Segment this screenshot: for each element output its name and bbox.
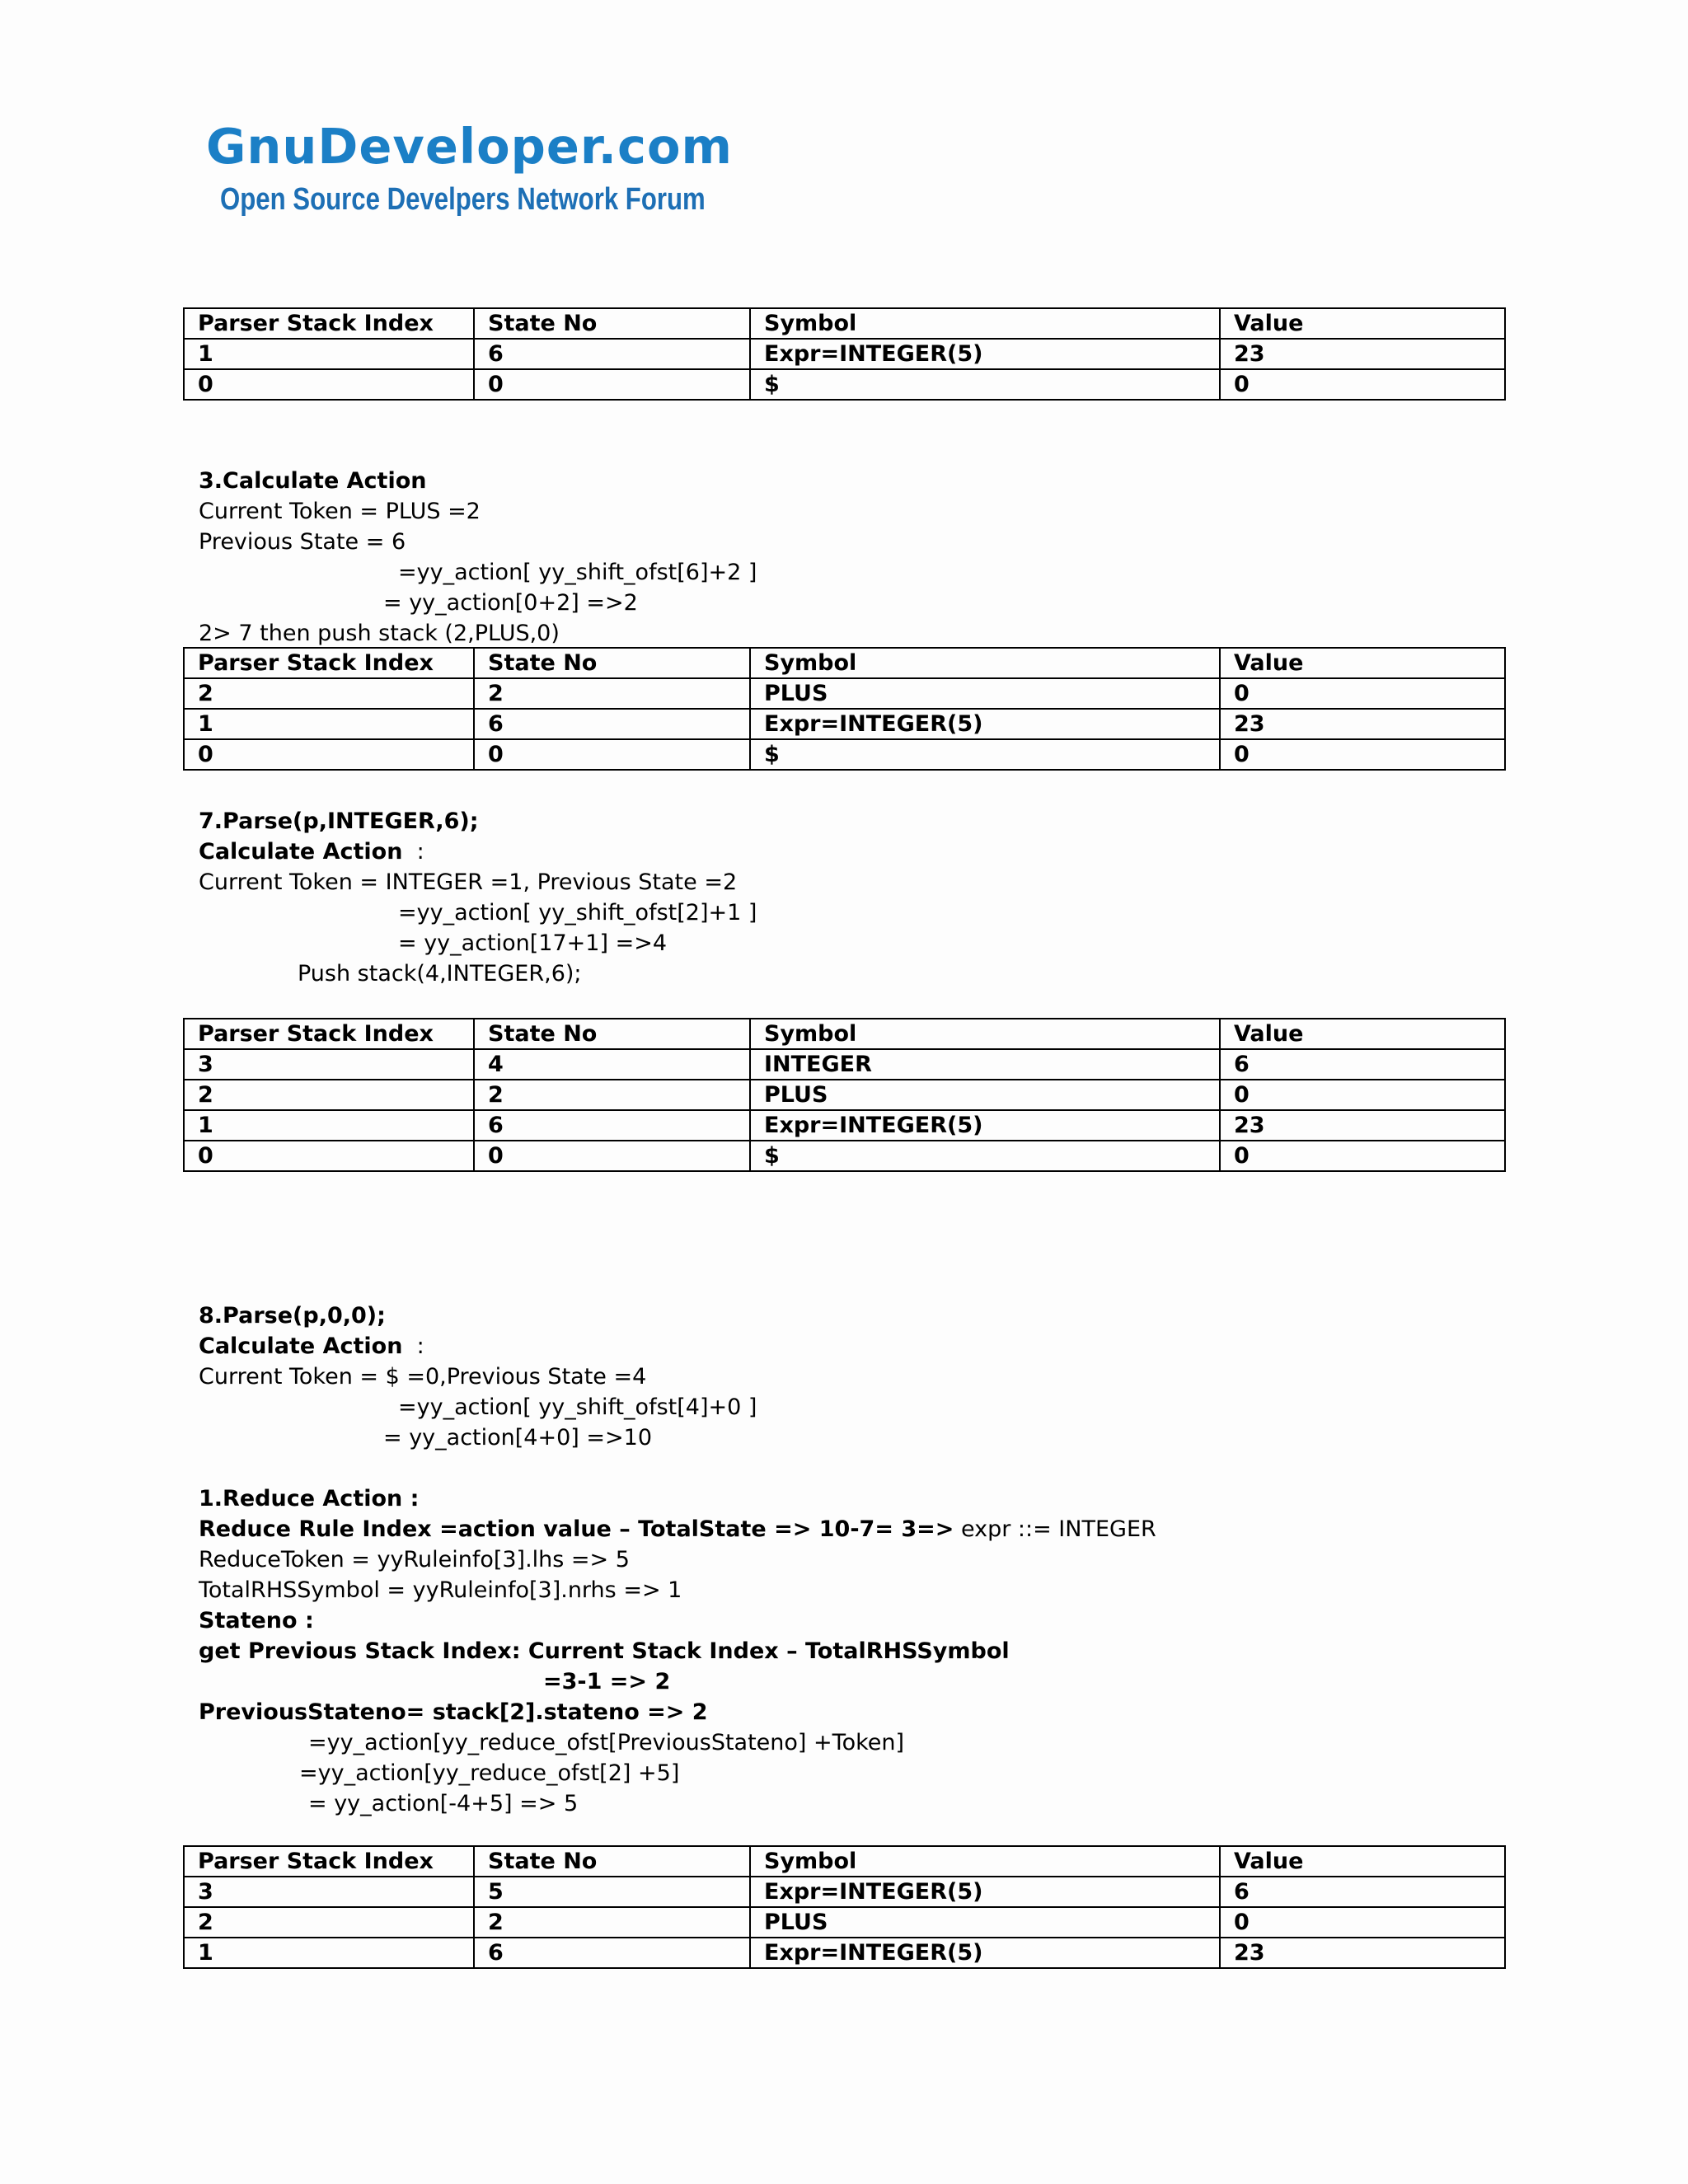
previous-stateno: PreviousStateno= stack[2].stateno => 2 — [199, 1699, 708, 1725]
table-cell: 0 — [184, 1141, 474, 1171]
logo-tagline: Open Source Develpers Network Forum — [220, 182, 706, 217]
section-3-action-result: = yy_action[0+2] =>2 — [383, 590, 638, 616]
table-cell: 0 — [1220, 1141, 1505, 1171]
table-cell: 0 — [1220, 1080, 1505, 1110]
table-cell: Expr=INTEGER(5) — [750, 1877, 1220, 1907]
parser-stack-table-3 — [183, 1018, 1506, 1172]
header-cell: Symbol — [750, 1846, 1220, 1877]
table-cell: 6 — [474, 709, 750, 739]
header-cell: Value — [1220, 648, 1505, 678]
reduce-action-result: = yy_action[-4+5] => 5 — [308, 1791, 579, 1816]
table-row — [184, 1049, 1505, 1080]
reduce-token: ReduceToken = yyRuleinfo[3].lhs => 5 — [199, 1547, 630, 1572]
table-row — [184, 709, 1505, 739]
table-row — [184, 339, 1505, 369]
table-cell: 0 — [1220, 1907, 1505, 1938]
table-cell: $ — [750, 369, 1220, 400]
table-cell: PLUS — [750, 1080, 1220, 1110]
parser-stack-table-2 — [183, 647, 1506, 771]
reduce-action-lookup: =yy_action[yy_reduce_ofst[PreviousStateno] +Token] — [308, 1730, 905, 1755]
table-row — [184, 1938, 1505, 1968]
reduce-rule-formula: Reduce Rule Index =action value – TotalState => 10-7= 3=> — [199, 1516, 954, 1542]
header-cell: Value — [1220, 1846, 1505, 1877]
parser-stack-table-1 — [183, 307, 1506, 401]
table-cell: INTEGER — [750, 1049, 1220, 1080]
table-cell: 6 — [474, 1110, 750, 1141]
colon: : — [416, 1333, 424, 1359]
section-7-current-token: Current Token = INTEGER =1, Previous State =2 — [199, 869, 738, 895]
table-cell: 6 — [474, 339, 750, 369]
table-header-row — [184, 1846, 1505, 1877]
section-7-action-lookup: =yy_action[ yy_shift_ofst[2]+1 ] — [398, 900, 757, 926]
header-cell: Symbol — [750, 308, 1220, 339]
total-rhs-symbol: TotalRHSSymbol = yyRuleinfo[3].nrhs => 1 — [199, 1577, 682, 1603]
table-cell: 0 — [474, 1141, 750, 1171]
section-3-push-stack: 2> 7 then push stack (2,PLUS,0) — [199, 621, 560, 646]
section-7-subheading — [199, 837, 424, 867]
table-cell: 0 — [1220, 739, 1505, 770]
table-row — [184, 1110, 1505, 1141]
table-cell: 23 — [1220, 709, 1505, 739]
calculate-action-label: Calculate Action — [199, 1333, 403, 1359]
section-7-heading: 7.Parse(p,INTEGER,6); — [199, 808, 479, 834]
table-row — [184, 678, 1505, 709]
reduce-rule-index — [199, 1514, 1156, 1544]
table-cell: 4 — [474, 1049, 750, 1080]
header-cell: Value — [1220, 1019, 1505, 1049]
header-cell: Parser Stack Index — [184, 1846, 474, 1877]
section-3-previous-state: Previous State = 6 — [199, 529, 406, 555]
table-cell: 1 — [184, 1938, 474, 1968]
section-8-current-token: Current Token = $ =0,Previous State =4 — [199, 1364, 647, 1390]
section-3-heading: 3.Calculate Action — [199, 468, 427, 494]
section-7-push-stack: Push stack(4,INTEGER,6); — [298, 961, 582, 987]
table-cell: 3 — [184, 1877, 474, 1907]
table-cell: 0 — [1220, 678, 1505, 709]
table-cell: Expr=INTEGER(5) — [750, 1938, 1220, 1968]
table-cell: 23 — [1220, 1938, 1505, 1968]
table-cell: 1 — [184, 709, 474, 739]
reduce-rule-grammar: expr ::= INTEGER — [954, 1516, 1156, 1542]
section-8-subheading — [199, 1331, 424, 1361]
table-cell: 0 — [474, 739, 750, 770]
table-cell: 6 — [1220, 1049, 1505, 1080]
header-cell: State No — [474, 648, 750, 678]
table-cell: Expr=INTEGER(5) — [750, 339, 1220, 369]
header-cell: Parser Stack Index — [184, 1019, 474, 1049]
section-7-action-result: = yy_action[17+1] =>4 — [398, 930, 668, 956]
section-8-action-result: = yy_action[4+0] =>10 — [383, 1425, 653, 1451]
section-8-heading: 8.Parse(p,0,0); — [199, 1303, 386, 1329]
header-cell: Value — [1220, 308, 1505, 339]
table-cell: 0 — [474, 369, 750, 400]
table-row — [184, 1141, 1505, 1171]
table-cell: 23 — [1220, 1110, 1505, 1141]
stack-index-calc: =3-1 => 2 — [543, 1669, 671, 1694]
header-cell: Symbol — [750, 1019, 1220, 1049]
table-cell: 5 — [474, 1877, 750, 1907]
header-cell: State No — [474, 1019, 750, 1049]
table-cell: 1 — [184, 1110, 474, 1141]
table-cell: 0 — [184, 369, 474, 400]
table-cell: 1 — [184, 339, 474, 369]
table-cell: 23 — [1220, 339, 1505, 369]
table-cell: PLUS — [750, 678, 1220, 709]
table-cell: 2 — [184, 678, 474, 709]
table-row — [184, 369, 1505, 400]
header-cell: State No — [474, 1846, 750, 1877]
table-header-row — [184, 308, 1505, 339]
logo-title: GnuDeveloper.com — [206, 118, 733, 175]
header-cell: Parser Stack Index — [184, 648, 474, 678]
table-cell: 0 — [184, 739, 474, 770]
calculate-action-label: Calculate Action — [199, 839, 403, 865]
table-header-row — [184, 1019, 1505, 1049]
table-cell: PLUS — [750, 1907, 1220, 1938]
table-cell: 2 — [474, 1080, 750, 1110]
table-cell: 2 — [184, 1080, 474, 1110]
colon: : — [416, 839, 424, 865]
section-8-action-lookup: =yy_action[ yy_shift_ofst[4]+0 ] — [398, 1394, 757, 1420]
table-cell: 0 — [1220, 369, 1505, 400]
header-cell: State No — [474, 308, 750, 339]
get-previous-stack-index: get Previous Stack Index: Current Stack Index – TotalRHSSymbol — [199, 1638, 1010, 1664]
table-row — [184, 1907, 1505, 1938]
table-cell: 2 — [474, 1907, 750, 1938]
header-cell: Parser Stack Index — [184, 308, 474, 339]
table-cell: $ — [750, 739, 1220, 770]
section-3-current-token: Current Token = PLUS =2 — [199, 499, 481, 524]
table-cell: 3 — [184, 1049, 474, 1080]
site-logo — [206, 118, 812, 218]
header-cell: Symbol — [750, 648, 1220, 678]
table-cell: 6 — [1220, 1877, 1505, 1907]
table-cell: 6 — [474, 1938, 750, 1968]
parser-stack-table-4 — [183, 1845, 1506, 1969]
table-row — [184, 1877, 1505, 1907]
table-header-row — [184, 648, 1505, 678]
table-row — [184, 1080, 1505, 1110]
section-3-action-lookup: =yy_action[ yy_shift_ofst[6]+2 ] — [398, 560, 757, 585]
reduce-heading: 1.Reduce Action : — [199, 1486, 420, 1511]
table-cell: 2 — [184, 1907, 474, 1938]
table-cell: Expr=INTEGER(5) — [750, 1110, 1220, 1141]
table-cell: $ — [750, 1141, 1220, 1171]
reduce-action-lookup-2: =yy_action[yy_reduce_ofst[2] +5] — [299, 1760, 680, 1786]
stateno-label: Stateno : — [199, 1608, 314, 1633]
table-row — [184, 739, 1505, 770]
table-cell: 2 — [474, 678, 750, 709]
table-cell: Expr=INTEGER(5) — [750, 709, 1220, 739]
